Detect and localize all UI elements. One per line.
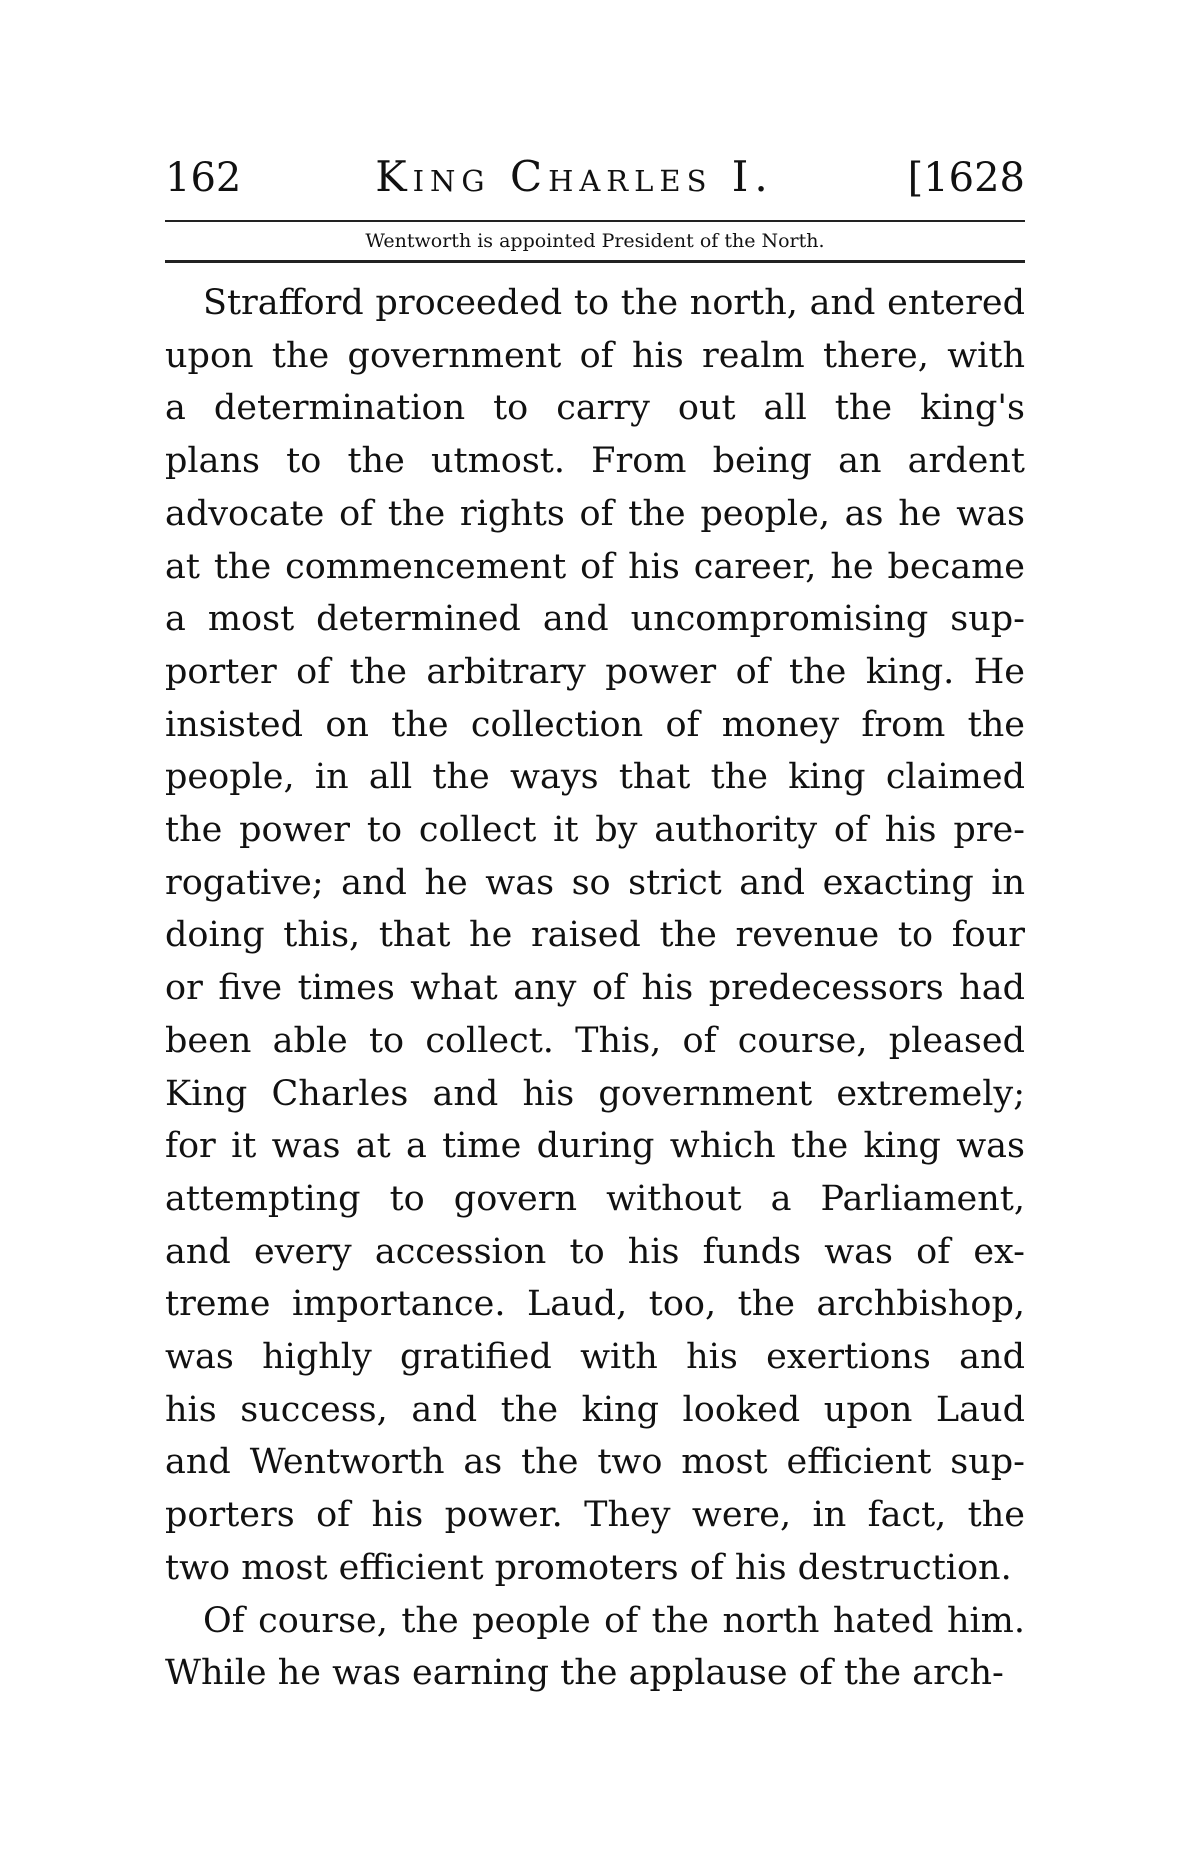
text-line: two most efficient promoters of his destruction. bbox=[165, 1547, 1012, 1588]
running-title: King Charles I. bbox=[375, 152, 774, 201]
text-line: and every accession to his funds was of ex- bbox=[165, 1231, 1025, 1272]
text-line: the power to collect it by authority of his pre- bbox=[165, 810, 1025, 851]
text-line: was highly gratified with his exertions and bbox=[165, 1337, 1025, 1378]
text-line: porters of his power. They were, in fact, the bbox=[165, 1495, 1025, 1536]
body-text bbox=[165, 277, 1025, 1700]
text-line: been able to collect. This, of course, pleased bbox=[165, 1020, 1025, 1061]
paragraph bbox=[165, 277, 1025, 1595]
section-caption: Wentworth is appointed President of the North. bbox=[365, 230, 825, 252]
text-line: insisted on the collection of money from the bbox=[165, 704, 1025, 745]
text-line: or five times what any of his predecessors had bbox=[165, 968, 1025, 1009]
text-line: King Charles and his government extremely; bbox=[165, 1073, 1025, 1114]
running-head bbox=[165, 150, 1025, 220]
text-line: and Wentworth as the two most efficient sup- bbox=[165, 1442, 1025, 1483]
text-line: a most determined and uncompromising sup- bbox=[165, 599, 1025, 640]
year-marker: [1628 bbox=[907, 155, 1025, 201]
text-line: for it was at a time during which the king was bbox=[165, 1126, 1025, 1167]
text-line: treme importance. Laud, too, the archbishop, bbox=[165, 1284, 1025, 1325]
text-line: at the commencement of his career, he became bbox=[165, 546, 1025, 587]
text-line: rogative; and he was so strict and exacting in bbox=[165, 862, 1025, 903]
text-line: advocate of the rights of the people, as he was bbox=[165, 493, 1025, 534]
text-line: While he was earning the applause of the arch- bbox=[165, 1653, 1004, 1694]
text-line: attempting to govern without a Parliament, bbox=[165, 1178, 1025, 1219]
text-line: his success, and the king looked upon Laud bbox=[165, 1389, 1025, 1430]
text-line: plans to the utmost. From being an ardent bbox=[165, 441, 1025, 482]
text-line: upon the government of his realm there, with bbox=[165, 335, 1025, 376]
book-page bbox=[165, 150, 1025, 1700]
text-line: a determination to carry out all the king's bbox=[165, 388, 1025, 429]
text-line: Strafford proceeded to the north, and entered bbox=[203, 283, 1025, 323]
text-line: porter of the arbitrary power of the king. He bbox=[165, 651, 1025, 692]
text-line: doing this, that he raised the revenue to four bbox=[165, 915, 1025, 956]
paragraph bbox=[165, 1595, 1025, 1700]
text-line: Of course, the people of the north hated him. bbox=[203, 1600, 1025, 1641]
text-line: people, in all the ways that the king claimed bbox=[165, 757, 1025, 798]
page-number: 162 bbox=[165, 155, 242, 201]
caption-rule bbox=[165, 260, 1025, 263]
